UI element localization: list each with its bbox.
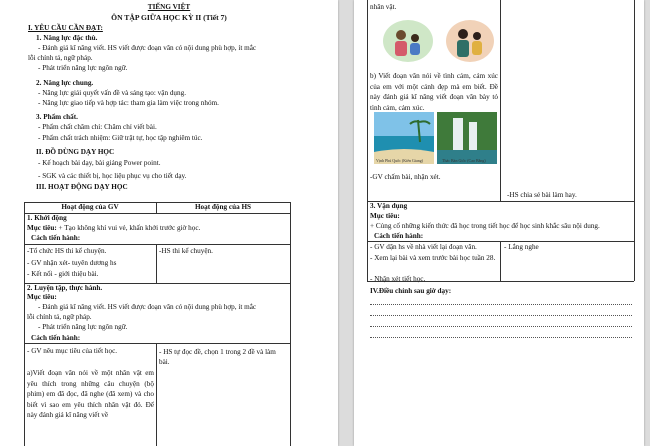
row-2-method: Cách tiến hành: xyxy=(31,334,81,342)
table-cell-text: - Đánh giá kĩ năng viết. HS viết được đoạn văn có nội dung phù hợp, ít mắc xyxy=(38,303,257,311)
table-cell-text: -HS thi kể chuyện. xyxy=(159,247,213,255)
table-cell-text: - Phát triển năng lực ngôn ngữ. xyxy=(38,323,128,331)
row-3-method: Cách tiến hành: xyxy=(374,232,424,240)
section-3-heading: III. HOẠT ĐỘNG DẠY HỌC xyxy=(36,183,128,191)
table-cell-text: + Củng cố những kiến thức đã học trong tiết học để học sinh khắc sâu nội dung. xyxy=(370,222,600,230)
column-header-student: Hoạt động của HS xyxy=(194,203,252,211)
text-line: - SGK và các thiết bị, học liệu phục vụ cho tiết dạy. xyxy=(38,172,187,180)
lesson-title: ÔN TẬP GIỮA HỌC KỲ II (Tiết 7) xyxy=(111,13,227,22)
section-1-2-heading: 2. Năng lực chung. xyxy=(36,79,94,87)
row-3-target: Mục tiêu: xyxy=(370,212,400,220)
text-line: - Phát triển năng lực ngôn ngữ. xyxy=(38,64,128,72)
row-2-target: Mục tiêu: xyxy=(27,293,57,301)
text-line: - Kế hoạch bài dạy, bài giảng Power point. xyxy=(38,159,161,167)
subject-title: TIẾNG VIỆT xyxy=(147,3,191,11)
section-2-heading: II. ĐỒ DÙNG DẠY HỌC xyxy=(36,148,115,156)
row-3-heading: 3. Vận dụng xyxy=(370,202,408,210)
table-cell-text: - Lắng nghe xyxy=(504,243,539,251)
table-cell-text: lỗi chính tả, ngữ pháp. xyxy=(27,313,92,321)
table-cell-text: -Tổ chức HS thi kể chuyện. xyxy=(27,247,107,255)
text-line: - Năng lực giải quyết vấn đề và sáng tạo: vận dụng. xyxy=(38,89,187,97)
image-caption-left: Vịnh Phú Quốc (Kiên Giang) xyxy=(376,158,424,163)
text-line: - Phẩm chất chăm chỉ: Chăm chỉ viết bài. xyxy=(38,123,157,131)
adjustment-heading: IV.Điều chỉnh sau giờ dạy: xyxy=(370,287,452,295)
phu-quoc-bay-image xyxy=(374,112,434,164)
table-cell-text: b) Viết đoạn văn nói về tình cảm, cảm xúc của em với một cảnh đẹp mà em biết. Đề này đánh giá kĩ năng viết đoạn văn bày tỏ tình cảm, cảm xúc. xyxy=(370,72,498,112)
table-cell-text: - Kết nối - giới thiệu bài. xyxy=(27,270,99,278)
table-cell-text: - Nhận xét tiết học. xyxy=(370,275,426,283)
image-caption-right: Thác Bản Giốc (Cao Bằng) xyxy=(442,158,486,163)
row-2-heading: 2. Luyện tập, thực hành. xyxy=(27,284,103,292)
row-1-heading: 1. Khởi động xyxy=(27,214,67,222)
table-cell-text: - HS tự đọc đề, chọn 1 trong 2 đề và làm bài. xyxy=(159,348,276,366)
text-line: - Đánh giá kĩ năng viết. HS viết được đoạn văn có nội dung phù hợp, ít mắc xyxy=(38,44,257,52)
document-page-right xyxy=(354,0,644,446)
text-line: - Năng lực giao tiếp và hợp tác: tham gia làm việc trong nhóm. xyxy=(38,99,219,107)
characters-illustration-right xyxy=(445,19,495,63)
table-cell-text: -HS chia sẻ bài làm hay. xyxy=(507,191,577,199)
characters-illustration-left xyxy=(382,19,434,63)
text-line: - Phẩm chất trách nhiệm: Giữ trật tự, học tập nghiêm túc. xyxy=(38,134,203,142)
table-cell-text: - Xem lại bài và xem trước bài học tuần 28. xyxy=(370,254,496,262)
ban-gioc-waterfall-image xyxy=(437,112,497,164)
column-header-teacher: Hoạt động của GV xyxy=(61,203,119,211)
row-1-target: Mục tiêu: + Tạo không khí vui vẻ, khấn khởi trước giờ học. xyxy=(27,224,201,232)
table-cell-text: - GV nêu mục tiêu của tiết học. xyxy=(27,347,118,355)
table-cell-text: -GV chấm bài, nhận xét. xyxy=(370,173,441,181)
text-line: lỗi chính tả, ngữ pháp. xyxy=(28,54,93,62)
table-cell-text: nhân vật. xyxy=(370,3,397,11)
row-1-method: Cách tiến hành: xyxy=(31,234,81,242)
section-requirements-heading: I. YÊU CẦU CẦN ĐẠT: xyxy=(28,24,103,32)
section-1-3-heading: 3. Phẩm chất. xyxy=(36,113,78,121)
table-cell-text: - GV nhận xét- tuyên dương hs xyxy=(27,259,117,267)
section-1-1-heading: 1. Năng lực đặc thù. xyxy=(36,34,98,42)
table-cell-text: a)Viết đoạn văn nói về một nhân vật em yêu thích trong những câu chuyện (bộ phim) em đã đọc, đã nghe (đã xem) và cho biết vì sao em yêu thích nhân vật đó. Để này đánh giá kĩ năng viết về xyxy=(27,369,154,420)
table-cell-text: - GV dặn hs về nhà viết lại đoạn văn. xyxy=(370,243,477,251)
